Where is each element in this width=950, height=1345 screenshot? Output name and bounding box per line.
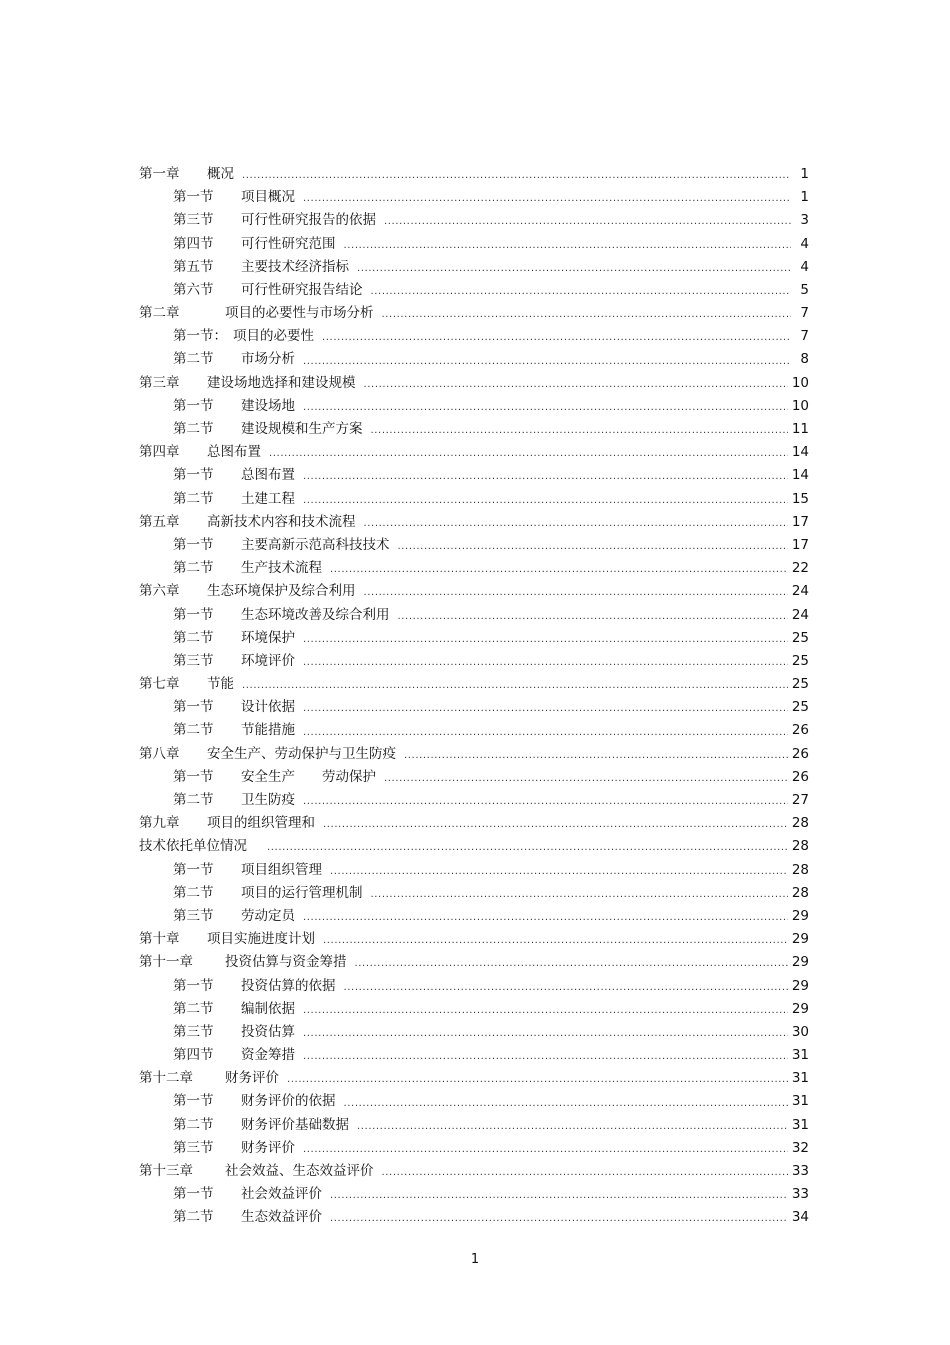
- toc-dot-leader: [303, 186, 791, 209]
- toc-entry-title: 项目的组织管理和: [207, 815, 315, 832]
- toc-entry-title: 项目概况: [241, 189, 295, 206]
- toc-entry-title: 生态效益评价: [241, 1209, 322, 1226]
- toc-entry-label: 第八章: [139, 745, 180, 762]
- toc-dot-leader: [404, 743, 788, 766]
- toc-dot-leader: [382, 302, 792, 325]
- toc-entry-title: 生态环境改善及综合利用: [241, 606, 390, 623]
- toc-chapter-entry[interactable]: [139, 951, 809, 974]
- toc-entry-title: 土建工程: [241, 490, 295, 507]
- toc-dot-leader: [322, 325, 791, 348]
- toc-dot-leader: [330, 1183, 788, 1206]
- toc-entry-page: 10: [791, 397, 809, 414]
- toc-entry-page: 26: [791, 768, 809, 785]
- toc-entry-title: 项目的运行管理机制: [241, 884, 363, 901]
- toc-entry-title: 概况: [207, 165, 234, 182]
- toc-entry-page: 10: [791, 374, 809, 391]
- toc-entry-label: 第四节: [173, 235, 214, 252]
- toc-chapter-entry[interactable]: [139, 835, 809, 858]
- toc-chapter-entry[interactable]: [139, 163, 809, 186]
- toc-dot-leader: [323, 928, 788, 951]
- toc-dot-leader: [384, 766, 788, 789]
- toc-dot-leader: [364, 511, 788, 534]
- toc-entry-title: 财务评价: [241, 1139, 295, 1156]
- toc-entry-label: 第三节: [173, 212, 214, 229]
- toc-entry-label: 第六节: [173, 281, 214, 298]
- toc-entry-page: 17: [791, 513, 809, 530]
- toc-entry-page: 31: [791, 1070, 809, 1087]
- toc-chapter-entry[interactable]: [139, 580, 809, 603]
- toc-entry-title: 节能: [207, 676, 234, 693]
- toc-entry-label: 第十三章: [139, 1163, 193, 1180]
- toc-dot-leader: [371, 279, 792, 302]
- toc-dot-leader: [287, 1067, 788, 1090]
- toc-entry-page: 25: [791, 652, 809, 669]
- toc-dot-leader: [398, 534, 788, 557]
- toc-entry-page: 29: [791, 1000, 809, 1017]
- toc-entry-label: 第一节: [173, 768, 214, 785]
- toc-entry-title: 项目的必要性: [233, 328, 314, 345]
- toc-entry-page: 7: [800, 305, 809, 322]
- toc-entry-title: 环境评价: [241, 652, 295, 669]
- toc-entry-title: 可行性研究报告的依据: [241, 212, 376, 229]
- toc-entry-page: 25: [791, 699, 809, 716]
- toc-entry-page: 25: [791, 629, 809, 646]
- toc-entry-page: 4: [800, 235, 809, 252]
- toc-entry-label: 第二节: [173, 629, 214, 646]
- toc-entry-label: 第一节: [173, 977, 214, 994]
- toc-entry-page: 27: [791, 792, 809, 809]
- toc-entry-title: 可行性研究报告结论: [241, 281, 363, 298]
- toc-entry-label: 第二节: [173, 792, 214, 809]
- toc-entry-page: 31: [791, 1116, 809, 1133]
- toc-section-entry[interactable]: [139, 696, 809, 719]
- toc-dot-leader: [355, 951, 788, 974]
- toc-section-entry[interactable]: [139, 650, 809, 673]
- toc-entry-page: 33: [791, 1186, 809, 1203]
- toc-section-entry[interactable]: [139, 975, 809, 998]
- toc-entry-title: 生产技术流程: [241, 560, 322, 577]
- toc-section-entry[interactable]: [139, 1021, 809, 1044]
- toc-dot-leader: [323, 812, 788, 835]
- toc-chapter-entry[interactable]: [139, 1160, 809, 1183]
- toc-entry-label: 第一节: [173, 1186, 214, 1203]
- table-of-contents: [139, 163, 809, 1230]
- toc-section-entry[interactable]: [139, 256, 809, 279]
- toc-entry-label: 第一节: [173, 861, 214, 878]
- toc-entry-title: 项目的必要性与市场分析: [225, 305, 374, 322]
- toc-entry-title: 卫生防疫: [241, 792, 295, 809]
- toc-entry-title: 项目组织管理: [241, 861, 322, 878]
- toc-dot-leader: [303, 998, 788, 1021]
- toc-section-entry[interactable]: [139, 1183, 809, 1206]
- toc-dot-leader: [303, 488, 788, 511]
- toc-section-entry[interactable]: [139, 859, 809, 882]
- toc-dot-leader: [303, 1021, 788, 1044]
- toc-entry-title: 主要高新示范高科技技术: [241, 536, 390, 553]
- toc-entry-page: 30: [791, 1023, 809, 1040]
- toc-entry-title: 节能措施: [241, 722, 295, 739]
- toc-entry-label: 第一节: [173, 1093, 214, 1110]
- toc-dot-leader: [303, 395, 788, 418]
- toc-entry-title: 安全生产 劳动保护: [241, 768, 376, 785]
- toc-dot-leader: [269, 441, 788, 464]
- toc-entry-page: 24: [791, 606, 809, 623]
- toc-entry-title: 总图布置: [241, 467, 295, 484]
- toc-entry-page: 4: [800, 258, 809, 275]
- toc-entry-page: 15: [791, 490, 809, 507]
- toc-entry-title: 建设场地: [241, 397, 295, 414]
- toc-chapter-entry[interactable]: [139, 1067, 809, 1090]
- toc-entry-label: 第九章: [139, 815, 180, 832]
- toc-entry-page: 7: [800, 328, 809, 345]
- toc-entry-label: 第四章: [139, 444, 180, 461]
- toc-entry-title: 环境保护: [241, 629, 295, 646]
- toc-entry-page: 28: [791, 838, 809, 855]
- toc-section-entry[interactable]: [139, 534, 809, 557]
- toc-dot-leader: [303, 627, 788, 650]
- toc-entry-title: 投资估算: [241, 1023, 295, 1040]
- toc-entry-label: 第五节: [173, 258, 214, 275]
- toc-section-entry[interactable]: [139, 905, 809, 928]
- toc-dot-leader: [303, 696, 788, 719]
- toc-section-entry[interactable]: [139, 279, 809, 302]
- toc-entry-page: 26: [791, 745, 809, 762]
- toc-entry-title: 资金筹措: [241, 1047, 295, 1064]
- toc-section-entry[interactable]: [139, 349, 809, 372]
- toc-chapter-entry[interactable]: [139, 812, 809, 835]
- toc-section-entry[interactable]: [139, 998, 809, 1021]
- toc-entry-title: 安全生产、劳动保护与卫生防疫: [207, 745, 396, 762]
- toc-section-entry[interactable]: [139, 418, 809, 441]
- toc-entry-label: 第五章: [139, 513, 180, 530]
- toc-entry-title: 财务评价基础数据: [241, 1116, 349, 1133]
- toc-entry-label: 第三节: [173, 907, 214, 924]
- toc-entry-label: 第一节: [173, 699, 214, 716]
- toc-section-entry[interactable]: [139, 1091, 809, 1114]
- toc-entry-label: 第三节: [173, 1023, 214, 1040]
- toc-section-entry[interactable]: [139, 766, 809, 789]
- toc-entry-title: 建设场地选择和建设规模: [207, 374, 356, 391]
- toc-entry-title: 项目实施进度计划: [207, 931, 315, 948]
- toc-dot-leader: [303, 349, 791, 372]
- toc-entry-page: 28: [791, 884, 809, 901]
- toc-dot-leader: [303, 789, 788, 812]
- toc-section-entry[interactable]: [139, 789, 809, 812]
- toc-dot-leader: [330, 859, 788, 882]
- toc-entry-page: 1: [800, 189, 809, 206]
- toc-entry-label: 第二节: [173, 560, 214, 577]
- toc-chapter-entry[interactable]: [139, 372, 809, 395]
- toc-entry-label: 第一节：: [173, 328, 227, 345]
- toc-dot-leader: [371, 418, 788, 441]
- toc-entry-label: 技术依托单位情况: [139, 838, 247, 855]
- toc-entry-page: 1: [800, 165, 809, 182]
- toc-chapter-entry[interactable]: [139, 673, 809, 696]
- toc-entry-title: 投资估算的依据: [241, 977, 336, 994]
- toc-entry-page: 22: [791, 560, 809, 577]
- toc-entry-page: 14: [791, 467, 809, 484]
- toc-dot-leader: [382, 1160, 788, 1183]
- toc-dot-leader: [357, 1114, 788, 1137]
- toc-dot-leader: [242, 673, 788, 696]
- toc-entry-label: 第七章: [139, 676, 180, 693]
- toc-entry-label: 第六章: [139, 583, 180, 600]
- toc-entry-page: 17: [791, 536, 809, 553]
- toc-entry-page: 25: [791, 676, 809, 693]
- toc-dot-leader: [303, 1137, 788, 1160]
- toc-chapter-entry[interactable]: [139, 511, 809, 534]
- toc-entry-label: 第二节: [173, 722, 214, 739]
- toc-entry-page: 28: [791, 861, 809, 878]
- toc-section-entry[interactable]: [139, 233, 809, 256]
- toc-section-entry[interactable]: [139, 882, 809, 905]
- toc-dot-leader: [330, 557, 788, 580]
- toc-entry-page: 24: [791, 583, 809, 600]
- toc-entry-label: 第一节: [173, 467, 214, 484]
- toc-entry-title: 生态环境保护及综合利用: [207, 583, 356, 600]
- toc-entry-page: 31: [791, 1093, 809, 1110]
- toc-entry-page: 29: [791, 931, 809, 948]
- toc-entry-title: 劳动定员: [241, 907, 295, 924]
- toc-entry-label: 第十章: [139, 931, 180, 948]
- toc-section-entry[interactable]: [139, 1206, 809, 1229]
- toc-entry-label: 第三节: [173, 1139, 214, 1156]
- toc-entry-page: 14: [791, 444, 809, 461]
- toc-dot-leader: [357, 256, 791, 279]
- toc-entry-page: 8: [800, 351, 809, 368]
- toc-entry-page: 32: [791, 1139, 809, 1156]
- toc-chapter-entry[interactable]: [139, 743, 809, 766]
- toc-entry-page: 33: [791, 1163, 809, 1180]
- toc-entry-title: 可行性研究范围: [241, 235, 336, 252]
- toc-entry-title: 编制依据: [241, 1000, 295, 1017]
- toc-entry-title: 市场分析: [241, 351, 295, 368]
- toc-entry-label: 第二节: [173, 1000, 214, 1017]
- toc-dot-leader: [303, 1044, 788, 1067]
- toc-entry-page: 3: [800, 212, 809, 229]
- toc-entry-title: 总图布置: [207, 444, 261, 461]
- toc-section-entry[interactable]: [139, 1114, 809, 1137]
- toc-entry-title: 社会效益评价: [241, 1186, 322, 1203]
- toc-section-entry[interactable]: [139, 186, 809, 209]
- toc-section-entry[interactable]: [139, 488, 809, 511]
- toc-chapter-entry[interactable]: [139, 302, 809, 325]
- toc-entry-title: 建设规模和生产方案: [241, 421, 363, 438]
- toc-entry-label: 第二节: [173, 490, 214, 507]
- toc-section-entry[interactable]: [139, 1044, 809, 1067]
- toc-entry-label: 第一节: [173, 189, 214, 206]
- toc-entry-page: 5: [800, 281, 809, 298]
- toc-entry-page: 28: [791, 815, 809, 832]
- toc-entry-page: 29: [791, 977, 809, 994]
- toc-entry-title: 投资估算与资金筹措: [225, 954, 347, 971]
- toc-dot-leader: [303, 905, 788, 928]
- toc-entry-label: 第三节: [173, 652, 214, 669]
- toc-dot-leader: [344, 975, 788, 998]
- toc-entry-label: 第二节: [173, 884, 214, 901]
- toc-section-entry[interactable]: [139, 604, 809, 627]
- toc-entry-page: 29: [791, 907, 809, 924]
- toc-section-entry[interactable]: [139, 395, 809, 418]
- toc-dot-leader: [398, 604, 788, 627]
- toc-entry-label: 第一节: [173, 536, 214, 553]
- toc-entry-page: 34: [791, 1209, 809, 1226]
- toc-section-entry[interactable]: [139, 720, 809, 743]
- toc-dot-leader: [303, 650, 788, 673]
- toc-section-entry[interactable]: [139, 325, 809, 348]
- toc-dot-leader: [344, 1091, 788, 1114]
- toc-dot-leader: [303, 720, 788, 743]
- toc-dot-leader: [267, 835, 788, 858]
- toc-entry-title: 设计依据: [241, 699, 295, 716]
- toc-section-entry[interactable]: [139, 1137, 809, 1160]
- toc-entry-label: 第十二章: [139, 1070, 193, 1087]
- toc-entry-title: 主要技术经济指标: [241, 258, 349, 275]
- toc-dot-leader: [371, 882, 788, 905]
- toc-section-entry[interactable]: [139, 464, 809, 487]
- toc-entry-label: 第一节: [173, 606, 214, 623]
- toc-entry-label: 第三章: [139, 374, 180, 391]
- toc-section-entry[interactable]: [139, 557, 809, 580]
- toc-entry-label: 第二节: [173, 351, 214, 368]
- toc-entry-label: 第二节: [173, 421, 214, 438]
- toc-entry-page: 29: [791, 954, 809, 971]
- toc-dot-leader: [364, 372, 788, 395]
- toc-entry-page: 11: [791, 421, 809, 438]
- toc-entry-title: 社会效益、生态效益评价: [225, 1163, 374, 1180]
- toc-entry-label: 第二节: [173, 1116, 214, 1133]
- toc-dot-leader: [364, 580, 788, 603]
- toc-chapter-entry[interactable]: [139, 928, 809, 951]
- toc-entry-title: 财务评价: [225, 1070, 279, 1087]
- toc-entry-label: 第一章: [139, 165, 180, 182]
- toc-dot-leader: [384, 209, 791, 232]
- toc-entry-label: 第一节: [173, 397, 214, 414]
- toc-dot-leader: [344, 233, 792, 256]
- toc-chapter-entry[interactable]: [139, 441, 809, 464]
- toc-dot-leader: [242, 163, 791, 186]
- toc-section-entry[interactable]: [139, 209, 809, 232]
- page-number: 1: [470, 1252, 480, 1267]
- toc-entry-label: 第二节: [173, 1209, 214, 1226]
- toc-entry-title: 财务评价的依据: [241, 1093, 336, 1110]
- toc-entry-label: 第十一章: [139, 954, 193, 971]
- toc-entry-label: 第二章: [139, 305, 180, 322]
- toc-entry-page: 31: [791, 1047, 809, 1064]
- toc-entry-label: 第四节: [173, 1047, 214, 1064]
- toc-section-entry[interactable]: [139, 627, 809, 650]
- toc-dot-leader: [303, 464, 788, 487]
- toc-dot-leader: [330, 1206, 788, 1229]
- toc-entry-page: 26: [791, 722, 809, 739]
- toc-entry-title: 高新技术内容和技术流程: [207, 513, 356, 530]
